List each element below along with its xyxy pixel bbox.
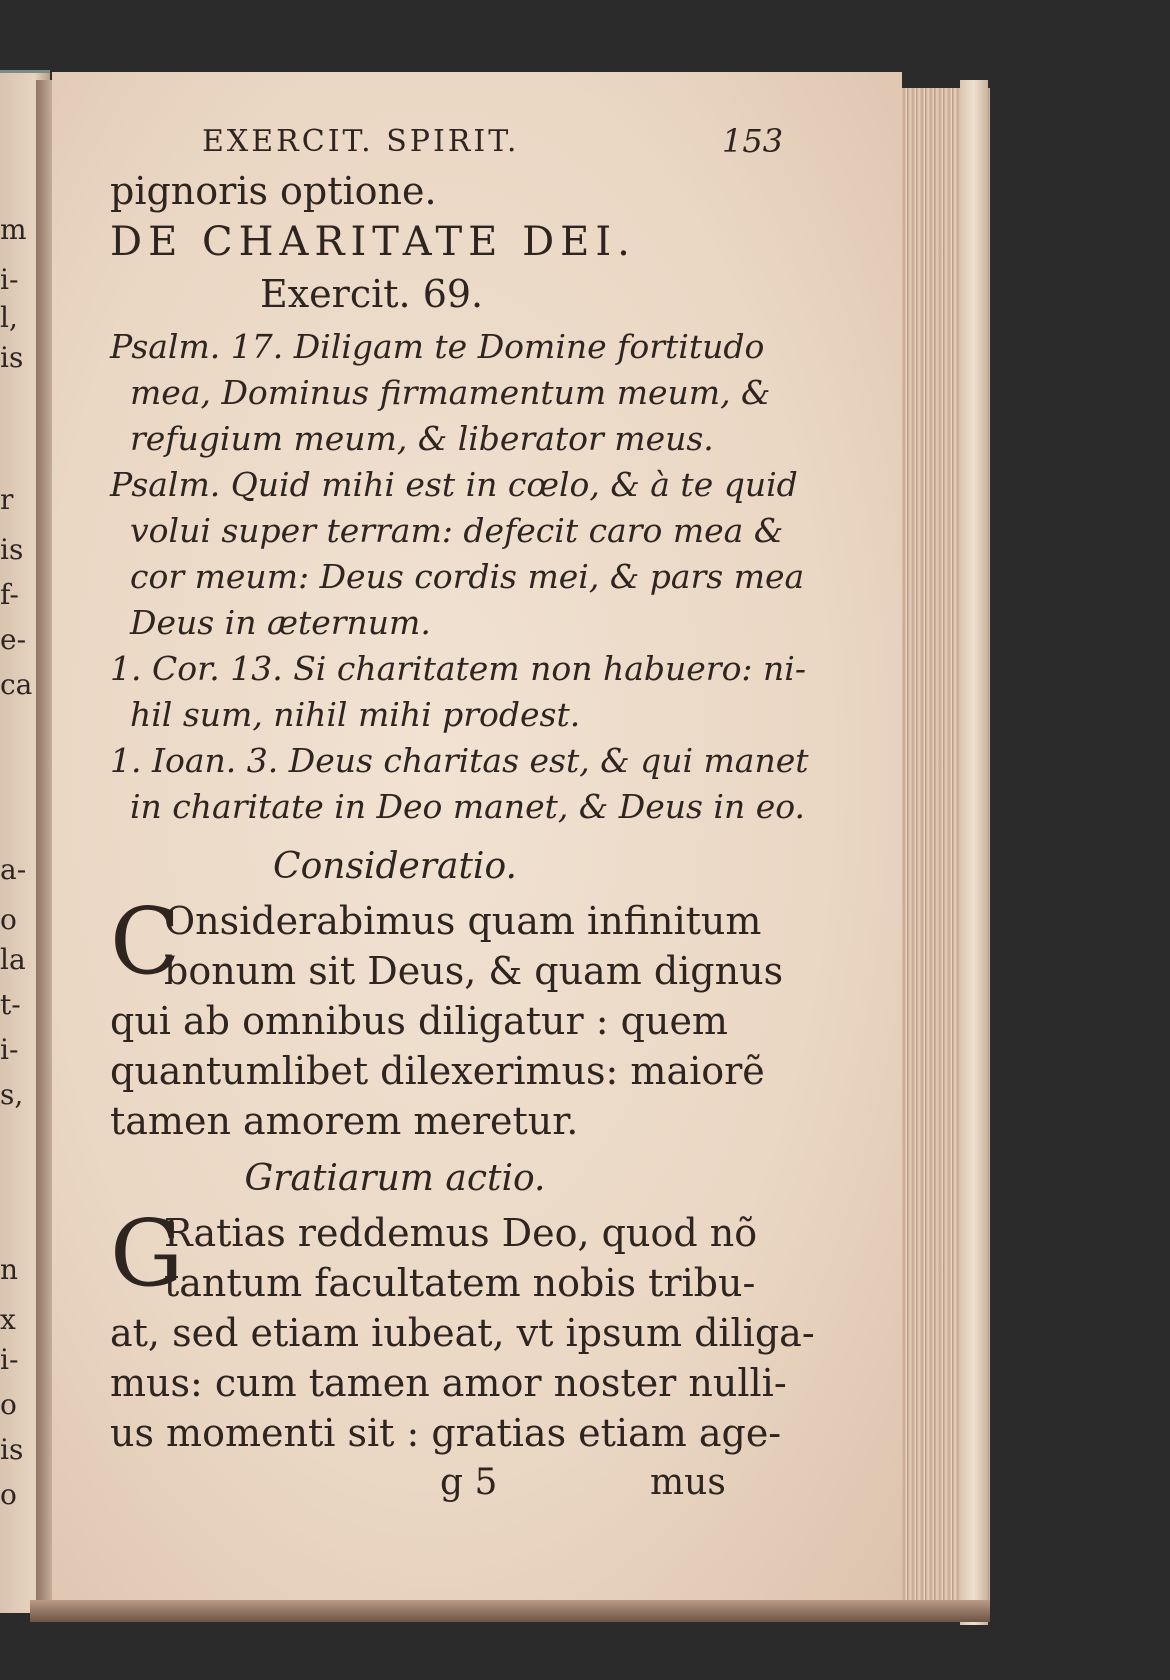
left-fragment: t- (0, 988, 21, 1021)
page-footer (110, 1458, 726, 1508)
running-head-title: EXERCIT. SPIRIT. (202, 124, 520, 159)
consideratio-paragraph (110, 888, 784, 1146)
citation-line: 1. Ioan. 3. Deus charitas est, & qui manet (110, 741, 809, 780)
gratiarum-paragraph (110, 1200, 815, 1458)
left-fragment: m (0, 213, 27, 246)
book-bottom-edge (30, 1600, 990, 1622)
citation-line: hil sum, nihil mihi prodest. (130, 695, 581, 734)
left-fragment: la (0, 943, 26, 976)
signature-mark: g 5 (440, 1462, 498, 1503)
text-line: quantumlibet dilexerimus: maiorẽ (110, 1049, 765, 1093)
citation-line: in charitate in Deo manet, & Deus in eo. (130, 787, 806, 826)
left-fragment: s, (0, 1078, 24, 1111)
left-fragment: x (0, 1303, 16, 1336)
left-fragment: is (0, 341, 24, 374)
page-number: 153 (722, 122, 784, 160)
text-line: tamen amorem meretur. (110, 1099, 579, 1143)
left-fragment: o (0, 1478, 17, 1511)
left-fragment: n (0, 1253, 19, 1286)
citation-line: mea, Dominus firmamentum meum, & (130, 373, 771, 412)
text-line: us momenti sit : gratias etiam age- (110, 1411, 782, 1455)
book-cover-edge (960, 80, 988, 1625)
text-line: at, sed etiam iubeat, vt ipsum diliga- (110, 1311, 815, 1355)
left-fragment: o (0, 903, 17, 936)
citation-block (110, 324, 809, 830)
running-head (110, 120, 784, 166)
consideratio-heading: Consideratio. (273, 846, 517, 887)
citation-line: 1. Cor. 13. Si charitatem non habuero: ni- (110, 649, 806, 688)
left-fragment: r (0, 483, 14, 516)
citation-line: Psalm. 17. Diligam te Domine fortitudo (110, 327, 765, 366)
citation-line: cor meum: Deus cordis mei, & pars mea (130, 557, 805, 596)
citation-line: refugium meum, & liberator meus. (130, 419, 714, 458)
text-line: Onsiderabimus quam infinitum (164, 899, 762, 943)
drop-cap: C (110, 888, 181, 995)
catchword: mus (650, 1462, 726, 1503)
gratiarum-heading: Gratiarum actio. (244, 1158, 546, 1199)
left-fragment: is (0, 533, 24, 566)
left-fragment: ca (0, 668, 33, 701)
left-fragment: f- (0, 578, 19, 611)
left-fragment: i- (0, 1033, 19, 1066)
text-line: pignoris optione. (110, 169, 437, 213)
drop-cap: G (110, 1200, 184, 1307)
left-fragment: o (0, 1388, 17, 1421)
text-line: Ratias reddemus Deo, quod nõ (164, 1211, 758, 1255)
citation-line: volui super terram: defecit caro mea & (130, 511, 784, 550)
exercise-number: Exercit. 69. (260, 272, 484, 316)
left-fragment: i- (0, 1343, 19, 1376)
citation-line: Psalm. Quid mihi est in cœlo, & à te quid (110, 465, 798, 504)
text-line: bonum sit Deus, & quam dignus (164, 949, 784, 993)
left-fragment: i- (0, 263, 19, 296)
left-page-text-fragments (0, 73, 40, 1613)
citation-line: Deus in æternum. (130, 603, 431, 642)
text-line: tantum facultatem nobis tribu- (164, 1261, 756, 1305)
page-text (110, 120, 815, 1508)
left-fragment: a- (0, 853, 27, 886)
text-line: mus: cum tamen amor noster nulli- (110, 1361, 787, 1405)
left-fragment: is (0, 1433, 24, 1466)
section-heading: DE CHARITATE DEI. (110, 219, 636, 265)
left-fragment: l, (0, 301, 18, 334)
text-line: qui ab omnibus diligatur : quem (110, 999, 728, 1043)
left-fragment: e- (0, 623, 27, 656)
